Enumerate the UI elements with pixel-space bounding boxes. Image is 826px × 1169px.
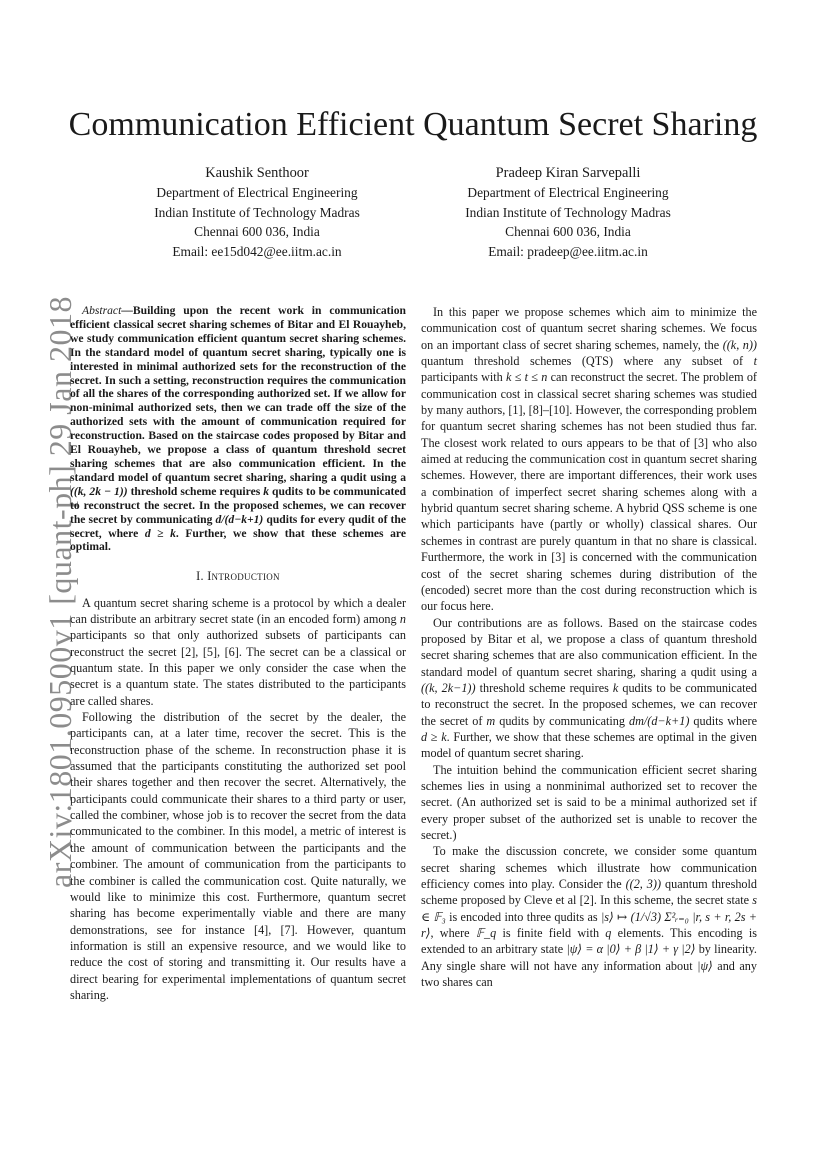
author-institute: Indian Institute of Technology Madras — [154, 204, 360, 220]
intro-paragraph-4: Our contributions are as follows. Based on the staircase codes proposed by Bitar et al, we propose a class of quantum threshold secret sharing schemes that are also communication efficient. In the standard model of quantum secret sharing, sharing a qudit using a ((k, 2k−1)) threshold scheme requires k qudits to be communicated to reconstruct the secret. In the proposed schemes, we can recover the secret of m qudits by communicating dm/(d−k+1) qudits where d ≥ k. Further, we show that these schemes are optimal in the given model of quantum secret sharing. — [421, 615, 758, 761]
intro-paragraph-2: Following the distribution of the secret by the dealer, the participants can, at a later time, recover the secret. This is the reconstruction phase of the scheme. In reconstruction phase it is assumed that the participants constituting the authorized set pool their shares together and then recover the secret. Alternatively, the participants could communicate their shares to a third party or user, called the combiner, whose job is to recover the secret from the data communicated to the combiner. In this model, a metric of interest is the amount of communication between the participants and the combiner. The amount of communication from the participants to the combiner is called the communication cost. Quite naturally, we would like to minimize this cost. Furthermore, quantum secret sharing has become experimentally viable and there are many demonstrations, see for instance [4], [7]. However, quantum information is still an expensive resource, and we would like to reduce the cost of storing and transmitting it. Our results have a direct bearing for experimental implementations of quantum secret sharing. — [70, 710, 406, 1002]
author-city: Chennai 600 036, India — [505, 224, 631, 240]
intro-paragraph-1: A quantum secret sharing scheme is a protocol by which a dealer can distribute an arbitrary secret state (in an encoded form) among n participants so that only authorized subsets of participants can reconstruct the secret [2], [5], [6]. The secret can be a classical or quantum state. In this paper we only consider the case when the secret is a quantum state. The states distributed to the participants are called shares. — [70, 595, 406, 708]
intro-paragraph-6: To make the discussion concrete, we consider some quantum secret sharing schemes which illustrate how communication efficiency comes into play. Consider the ((2, 3)) quantum threshold scheme proposed by Cleve et al [2]. In this scheme, the secret state s ∈ 𝔽₃ is encoded into three qudits as |s⟩ ↦ (1/√3) Σ²ᵣ₌₀ |r, s + r, 2s + r⟩, where 𝔽_q is finite field with q elements. This encoding is extended to an arbitrary state |ψ⟩ = α |0⟩ + β |1⟩ + γ |2⟩ by linearity. Any single share will not have any information about |ψ⟩ and any two shares can — [421, 844, 757, 990]
author-email: Email: ee15d042@ee.iitm.ac.in — [172, 243, 342, 259]
intro-paragraph-5: The intuition behind the communication efficient secret sharing schemes lies in using a nonminimal authorized set to recover the secret. (An authorized set is said to be a minimal authorized set if every proper subset of the authorized set is unable to recover the secret.) — [421, 762, 757, 842]
author-department: Department of Electrical Engineering — [156, 185, 358, 201]
author-name: Pradeep Kiran Sarvepalli — [495, 165, 641, 181]
intro-paragraph-3: In this paper we propose schemes which aim to minimize the communication cost of quantum secret sharing schemes. We focus on an important class of secret sharing schemes, namely, the ((k, n)) quantum threshold schemes (QTS) where any subset of t participants with k ≤ t ≤ n can reconstruct the secret. The problem of communication cost in classical secret sharing schemes was studied by many authors, [1], [8]–[10]. However, the corresponding problem for quantum secret sharing schemes has not been studied thus far. The closest work related to ours appears to be that of [3] who also aimed at reducing the communication cost in quantum secret sharing schemes. However, there are important differences, their work uses a combination of imperfect secret sharing schemes along with a hybrid quantum secret sharing scheme. A hybrid QSS scheme is one which participants have (partly or wholly) classical shares. Our schemes in contrast are purely quantum in that no share is classical. Furthermore, the work in [3] is concerned with the communication cost of the secret sharing schemes during distribution of the (encoded) secret more than the cost during reconstruction which is our focus here. — [421, 305, 757, 614]
author-email: Email: pradeep@ee.iitm.ac.in — [488, 243, 648, 259]
author-block-1 — [107, 164, 407, 261]
arxiv-identifier-text: arXiv:1801.09500v1 [quant-ph] 29 Jan 2018 — [42, 296, 78, 888]
section-heading-introduction: I. Introduction — [196, 569, 280, 584]
author-institute: Indian Institute of Technology Madras — [465, 204, 671, 220]
right-column — [421, 304, 757, 990]
left-column — [70, 304, 406, 1003]
author-block-2 — [418, 164, 718, 261]
paper-title: Communication Efficient Quantum Secret Sharing — [68, 106, 758, 143]
arxiv-identifier-stamp — [6, 118, 78, 888]
author-name: Kaushik Senthoor — [205, 165, 309, 181]
abstract: Abstract—Building upon the recent work in communication efficient classical secret sharing schemes of Bitar and El Rouayheb, we study communication efficient quantum secret sharing schemes. In the standard model of quantum secret sharing, typically one is interested in minimal authorized sets for the reconstruction of the secret. In such a setting, reconstruction requires the communication of all the shares of the corresponding authorized set. If we allow for non-minimal authorized sets, then we can trade off the size of the authorized sets with the amount of communication required for reconstruction. Based on the staircase codes proposed by Bitar and El Rouayheb, we propose a class of quantum threshold secret sharing schemes that are also communication efficient. In the standard model of quantum secret sharing, sharing a qudit using a ((k, 2k − 1)) threshold scheme requires k qudits to be communicated to reconstruct the secret. In the proposed schemes, we can recover the secret by communicating d/(d−k+1) qudits for every qudit of the secret, where d ≥ k. Further, we show that these schemes are optimal. — [70, 304, 407, 554]
abstract-label: Abstract — [82, 304, 122, 317]
author-department: Department of Electrical Engineering — [467, 185, 669, 201]
author-city: Chennai 600 036, India — [194, 224, 320, 240]
